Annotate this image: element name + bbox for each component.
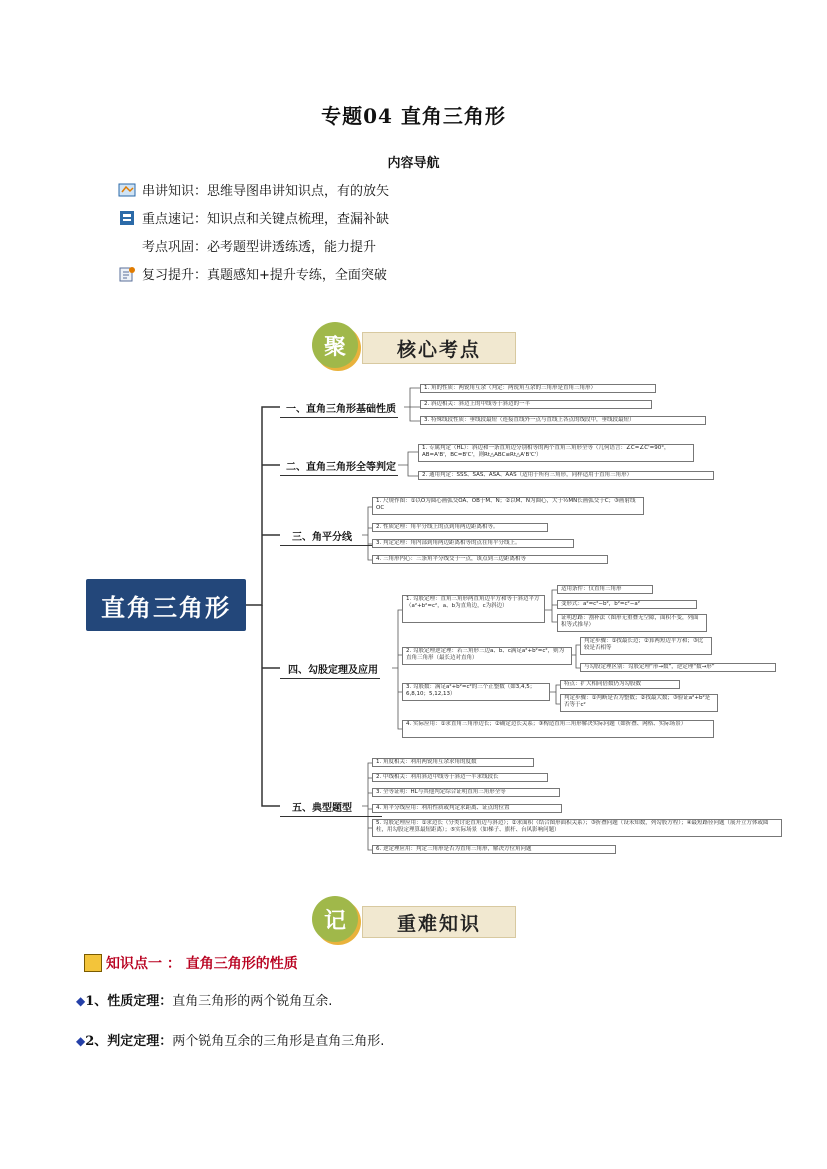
leaf-node: 2. 勾股定理逆定理：若三角形三边a、b、c满足a²+b²=c²，则为直角三角形（最长边对直角） [402,647,572,665]
category-basic-properties: 一、直角三角形基础性质 [280,400,398,418]
category-pythagorean: 四、勾股定理及应用 [280,661,380,679]
pencil-note-icon [84,954,102,972]
banner-badge: 聚 [312,322,358,368]
mindmap-center: 直角三角形 [86,579,246,631]
leaf-node: 判定步骤：①找最长边；②算两短边平方和；③比较是否相等 [580,637,712,655]
nav-label: 串讲知识：思维导图串讲知识点，有的放矢 [142,184,390,199]
item-label: 、判定定理： [94,1034,173,1049]
leaf-node: 4. 实际应用：①求直角三角形边长；②确定边长关系；③构造直角三角形解决实际问题（如折叠、网格、实际场景） [402,720,714,738]
category-congruence: 二、直角三角形全等判定 [280,458,398,476]
leaf-node: 5. 勾股定理应用：①求边长（分类讨论直角边与斜边）；②求面积（结合图形面积关系）；③折叠问题（设未知数，列勾股方程）；④最短路径问题（展开立方体或圆柱，用勾股定理算最短距离）；⑤实际场景（如梯子、旗杆、台风影响问题） [372,819,782,837]
leaf-node: 1. 尺规作图：①以O为圆心画弧交OA、OB于M、N；②以M、N为圆心，大于½MN长画弧交于C；③画射线OC [372,497,644,515]
leaf-node: 4. 三角形内心：三条角平分线交于一点，该点到三边距离相等 [372,555,608,564]
leaf-node: 1. 角度相关：利用两锐角互余求角的度数 [372,758,534,767]
leaf-node: 变形式：a²=c²−b²，b²=c²−a² [557,600,697,609]
leaf-node: 3. 勾股数：满足a²+b²=c²的三个正整数（如3,4,5；6,8,10；5,12,13） [402,683,550,701]
leaf-node: 3. 全等证明：HL与其他判定综合证明直角三角形全等 [372,788,560,797]
section-subtitle: 内容导航 [387,156,440,171]
leaf-node: 2. 中线相关：利用斜边中线等于斜边一半求线段长 [372,773,548,782]
leaf-node: 特点：扩大相同倍数仍为勾股数 [560,680,680,689]
leaf-node: 证明思路：割补法（图形无重叠无空隙，面积不变，列面积等式推导） [557,614,707,632]
knowledge-point-title: 知识点一 ： 直角三角形的性质 [106,956,298,972]
item-label: 、性质定理： [94,994,173,1009]
item-number: 1 [85,994,95,1009]
knowledge-point-heading [84,953,298,973]
knowledge-item-1 [76,990,332,1009]
category-angle-bisector: 三、角平分线 [280,528,382,546]
leaf-node: 2. 通用判定：SSS、SAS、ASA、AAS（适用于所有三角形，同样适用于直角三角形） [418,471,714,480]
leaf-node: 与勾股定理区别：勾股定理“形→数”，逆定理“数→形” [580,663,776,672]
item-text: 直角三角形的两个锐角互余. [172,994,333,1009]
leaf-node: 1. 勾股定理：直角三角形两直角边平方和等于斜边平方（a²+b²=c²，a、b为直角边，c为斜边） [402,595,545,623]
nav-label: 考点巩固：必考题型讲透练透，能力提升 [142,240,377,255]
page-title: 专题04 直角三角形 [321,104,506,128]
leaf-node: 适用条件：仅直角三角形 [557,585,653,594]
item-text: 两个锐角互余的三角形是直角三角形. [172,1034,385,1049]
leaf-node: 2. 斜边相关：斜边上的中线等于斜边的一半 [420,400,652,409]
leaf-node: 4. 角平分线应用：利用性质或判定求距离、证点的位置 [372,804,562,813]
key-knowledge-banner [312,896,516,942]
leaf-node: 1. 专属判定（HL）：斜边和一条直角边分别相等的两个直角三角形全等（几何语言：∠C=∠C'=90°，AB=A'B'，BC=B'C'，则Rt△ABC≌Rt△A'B'C'） [418,444,694,462]
leaf-node: 1. 角的性质：两锐角互余（判定：两锐角互余的三角形是直角三角形） [420,384,656,393]
knowledge-item-2 [76,1030,384,1049]
category-typical-problems: 五、典型题型 [280,799,382,817]
banner-title: 核心考点 [362,332,516,364]
diamond-bullet-icon: ◆ [76,1034,86,1048]
leaf-node: 3. 特殊线段性质：垂线段最短（连接直线外一点与直线上各点的线段中，垂线段最短） [420,416,706,425]
leaf-node: 判定步骤：①判断是否为整数；②找最大数；③验证a²+b²是否等于c² [560,694,718,712]
banner-badge: 记 [312,896,358,942]
nav-label: 复习提升：真题感知+提升专练，全面突破 [142,268,387,283]
leaf-node: 6. 逆定理应用：判定三角形是否为直角三角形，解决方位角问题 [372,845,616,854]
leaf-node: 2. 性质定理：角平分线上的点到角两边距离相等。 [372,523,548,532]
diamond-bullet-icon: ◆ [76,994,86,1008]
leaf-node: 3. 判定定理：角内部到角两边距离相等的点在角平分线上。 [372,539,574,548]
banner-title: 重难知识 [362,906,516,938]
nav-label: 重点速记：知识点和关键点梳理，查漏补缺 [142,212,390,227]
item-number: 2 [85,1034,95,1049]
